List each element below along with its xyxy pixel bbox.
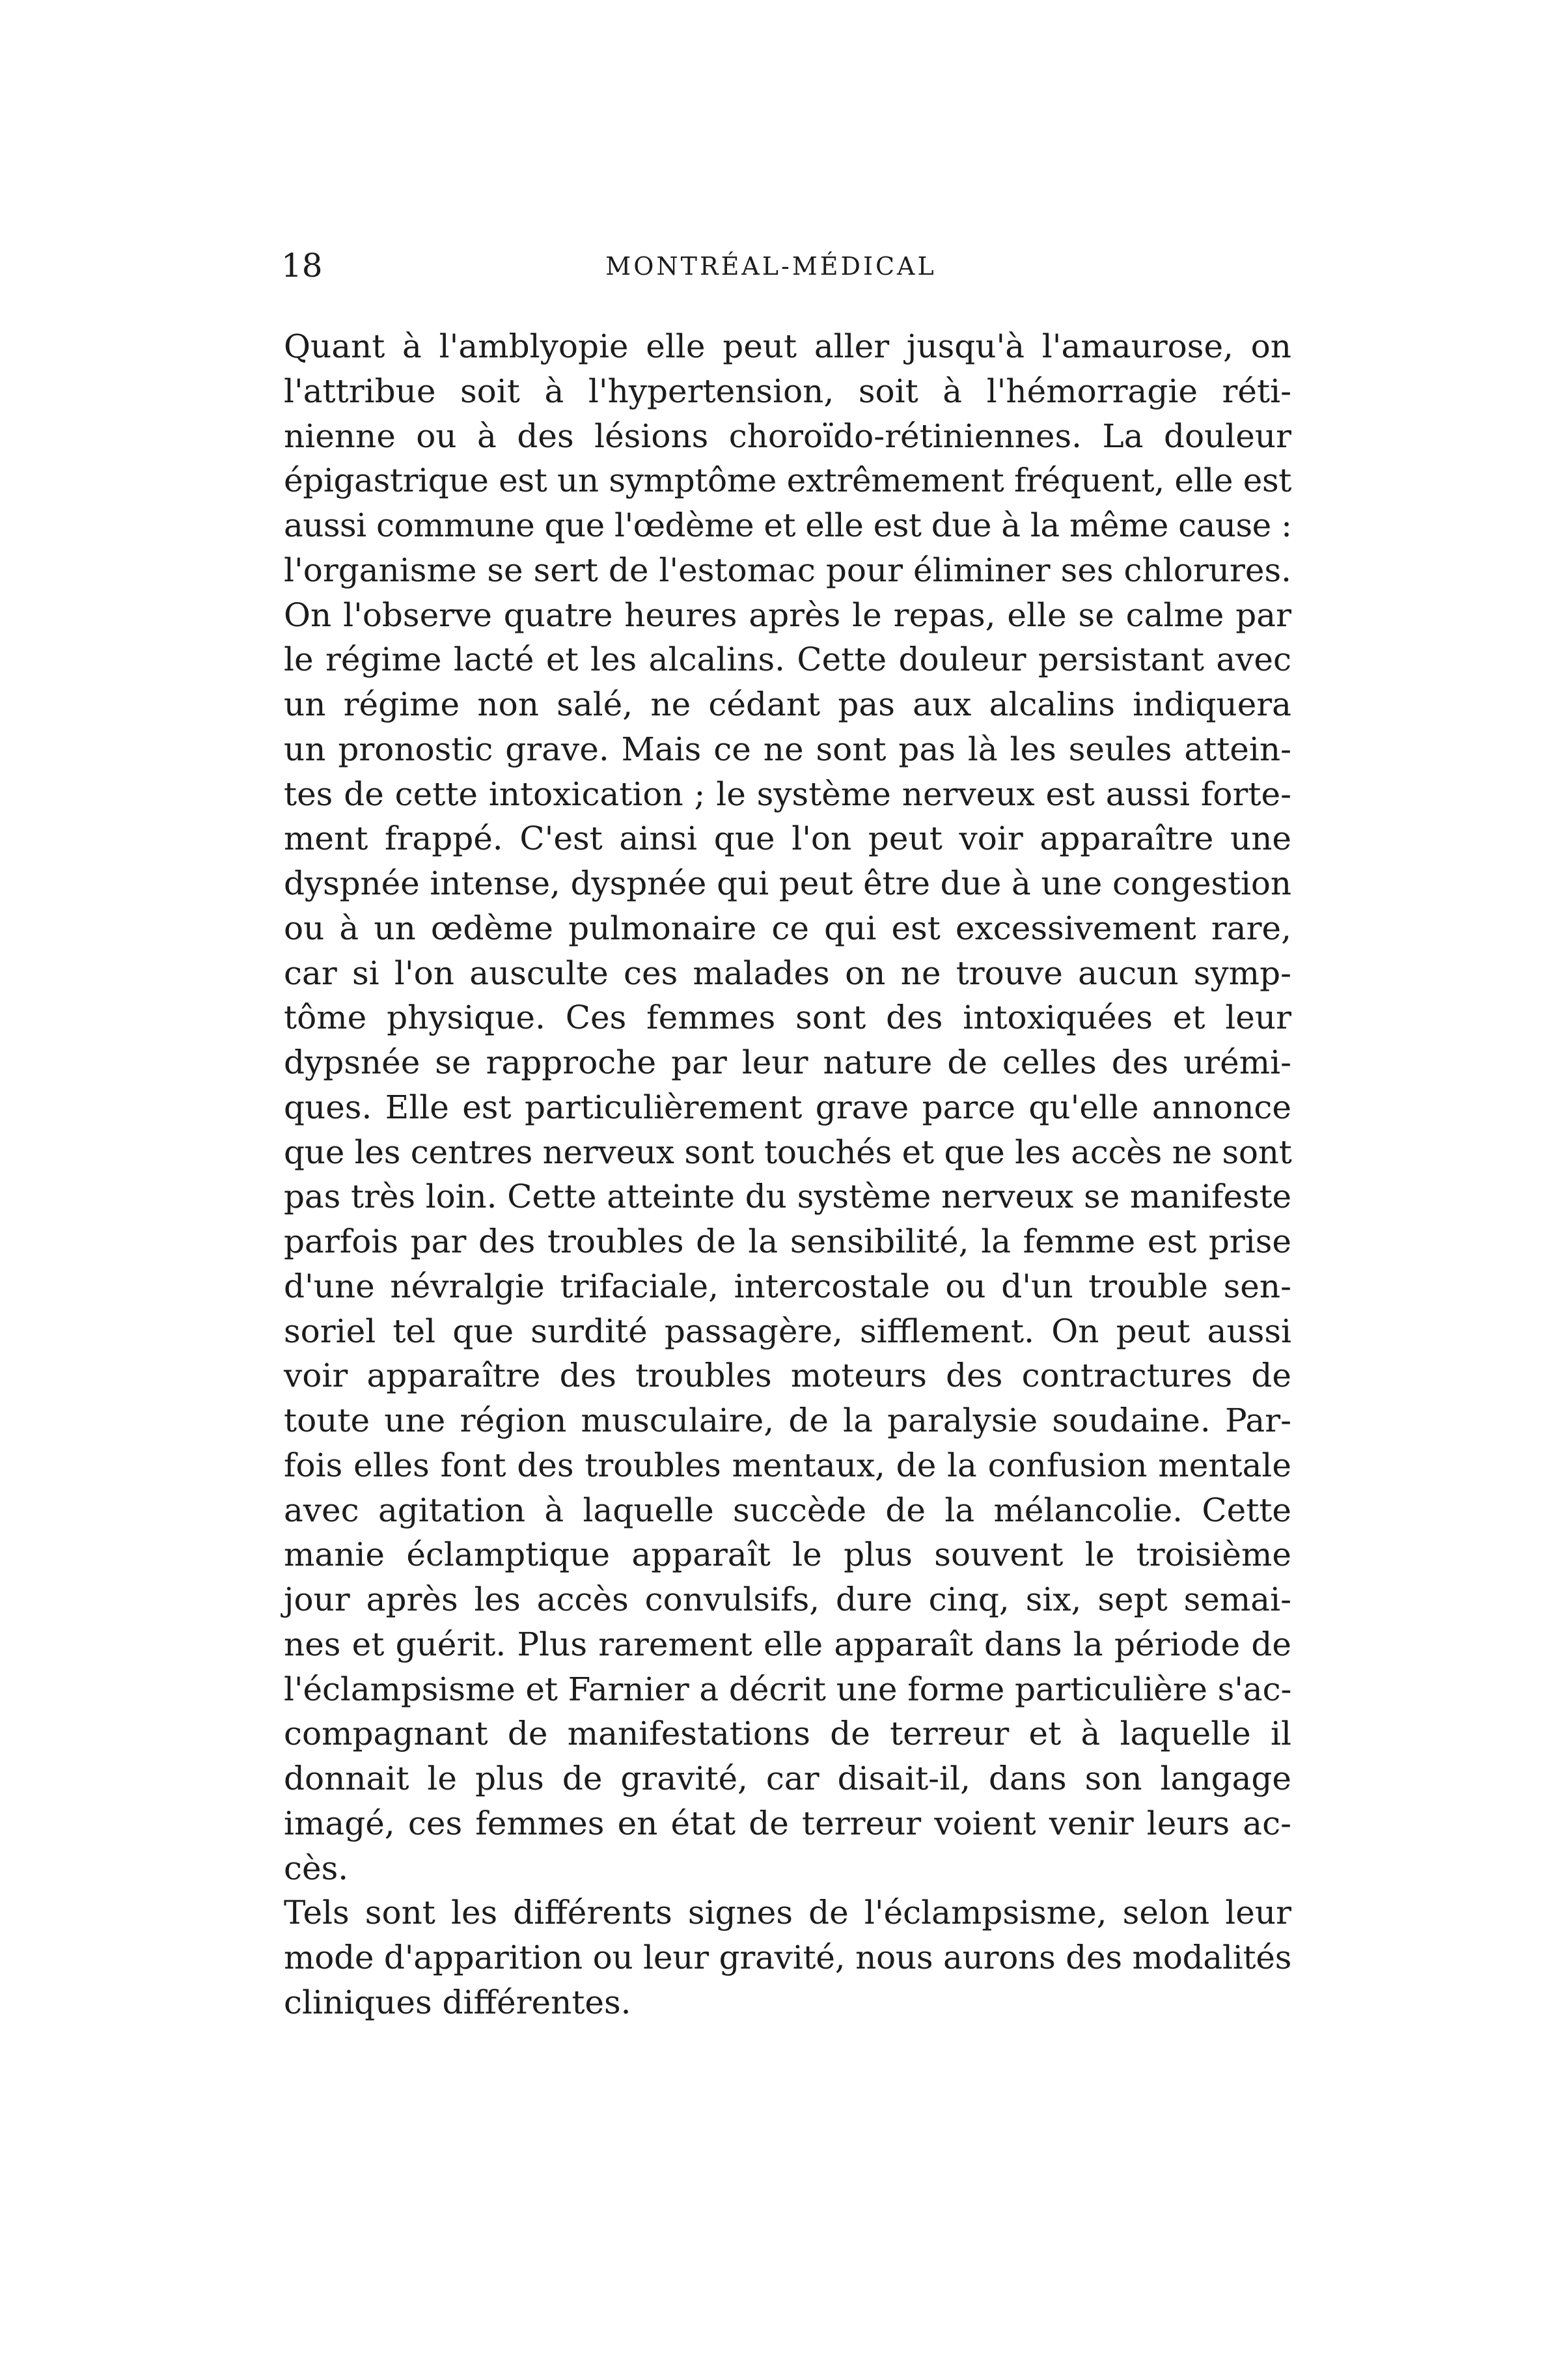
text-line: On l'observe quatre heures après le repas, elle se calme par: [284, 596, 1291, 634]
paragraph-1: [284, 324, 1291, 1890]
text-line: compagnant de manifestations de terreur et à laquelle il: [284, 1715, 1291, 1753]
text-line: l'organisme se sert de l'estomac pour éliminer ses chlorures.: [284, 551, 1291, 589]
text-line: Quant à l'amblyopie elle peut aller jusqu'à l'amaurose, on: [284, 327, 1291, 365]
text-line: fois elles font des troubles mentaux, de la confusion mentale: [284, 1446, 1291, 1484]
text-line: cès.: [284, 1849, 349, 1887]
text-line: cliniques différentes.: [284, 1983, 631, 2021]
text-line: voir apparaître des troubles moteurs des contractures de: [284, 1357, 1291, 1395]
text-line: dyspnée intense, dyspnée qui peut être due à une congestion: [284, 865, 1291, 902]
text-line: dypsnée se rapproche par leur nature de celles des urémi-: [284, 1044, 1291, 1081]
text-line: avec agitation à laquelle succède de la mélancolie. Cette: [284, 1491, 1291, 1529]
text-line: que les centres nerveux sont touchés et que les accès ne sont: [284, 1133, 1292, 1171]
text-line: tes de cette intoxication ; le système nerveux est aussi forte-: [284, 775, 1291, 813]
text-line: mode d'apparition ou leur gravité, nous aurons des modalités: [284, 1939, 1292, 1976]
text-line: imagé, ces femmes en état de terreur voient venir leurs ac-: [284, 1804, 1291, 1842]
text-line: toute une région musculaire, de la paralysie soudaine. Par-: [284, 1402, 1291, 1439]
page-number: 18: [281, 247, 323, 284]
text-line: ment frappé. C'est ainsi que l'on peut voir apparaître une: [284, 820, 1291, 858]
text-line: d'une névralgie trifaciale, intercostale ou d'un trouble sen-: [284, 1267, 1291, 1305]
text-line: soriel tel que surdité passagère, sifflement. On peut aussi: [284, 1312, 1291, 1350]
text-line: manie éclamptique apparaît le plus souvent le troisième: [284, 1536, 1291, 1574]
text-line: Tels sont les différents signes de l'éclampsisme, selon leur: [284, 1894, 1291, 1932]
text-line: jour après les accès convulsifs, dure cinq, six, sept semai-: [284, 1581, 1291, 1618]
text-line: ou à un œdème pulmonaire ce qui est excessivement rare,: [284, 909, 1291, 947]
text-line: aussi commune que l'œdème et elle est due à la même cause :: [284, 506, 1292, 544]
text-line: l'éclampsisme et Farnier a décrit une forme particulière s'ac-: [284, 1670, 1292, 1708]
text-line: le régime lacté et les alcalins. Cette douleur persistant avec: [284, 641, 1291, 679]
text-line: un pronostic grave. Mais ce ne sont pas là les seules attein-: [284, 730, 1291, 768]
text-line: nes et guérit. Plus rarement elle apparaît dans la période de: [284, 1625, 1291, 1663]
paragraph-2: [284, 1890, 1291, 2025]
text-line: tôme physique. Ces femmes sont des intoxiquées et leur: [284, 999, 1291, 1037]
text-line: car si l'on ausculte ces malades on ne trouve aucun symp-: [284, 954, 1291, 992]
text-line: donnait le plus de gravité, car disait-il, dans son langage: [284, 1760, 1291, 1797]
text-line: un régime non salé, ne cédant pas aux alcalins indiquera: [284, 685, 1291, 723]
text-line: l'attribue soit à l'hypertension, soit à l'hémorragie réti-: [284, 372, 1291, 410]
text-line: épigastrique est un symptôme extrêmement fréquent, elle est: [284, 462, 1291, 500]
body-text: [284, 324, 1291, 2025]
text-line: pas très loin. Cette atteinte du système nerveux se manifeste: [284, 1178, 1291, 1216]
text-line: nienne ou à des lésions choroïdo-rétiniennes. La douleur: [284, 417, 1291, 455]
text-line: ques. Elle est particulièrement grave parce qu'elle annonce: [284, 1088, 1291, 1126]
running-head: MONTRÉAL-MÉDICAL: [605, 252, 937, 281]
text-line: parfois par des troubles de la sensibilité, la femme est prise: [284, 1223, 1291, 1260]
